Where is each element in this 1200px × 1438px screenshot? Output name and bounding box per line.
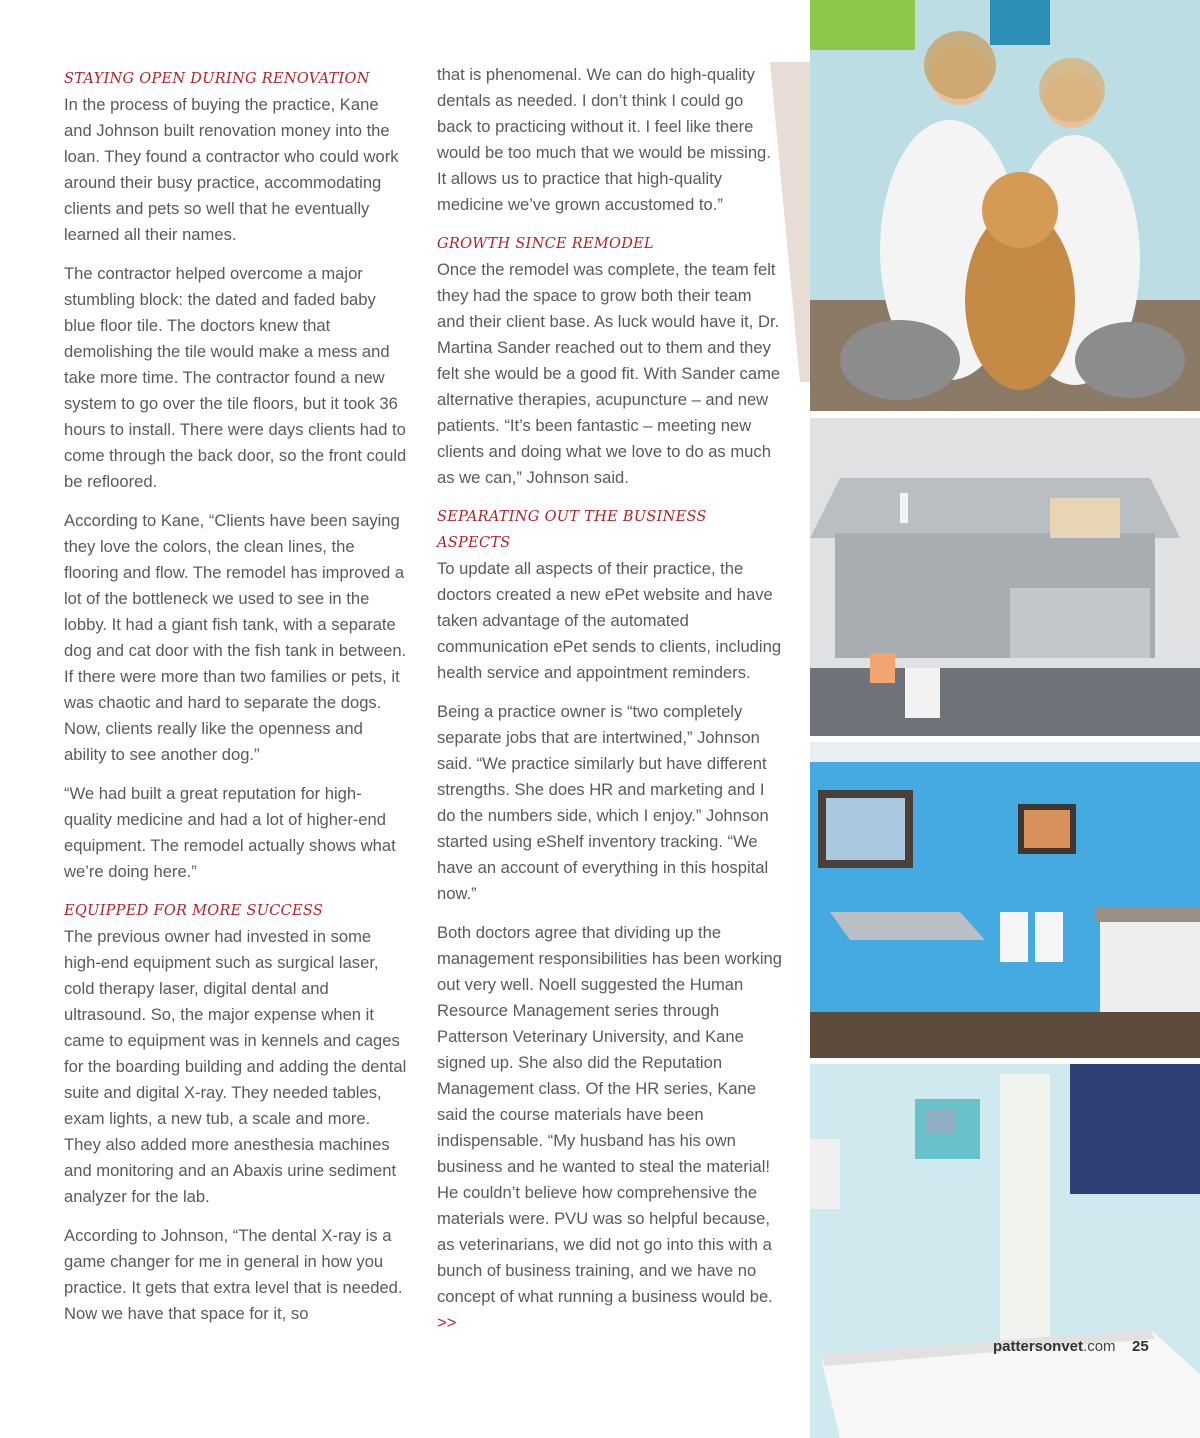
paragraph: The previous owner had invested in some high-end equipment such as surgical laser, cold therapy laser, digital dental and ultrasound. So, the major expense when it came to equipment was in kennels and cages for the boarding building and adding the dental suite and digital X-ray. They needed tables, exam lights, a new tub, a scale and more. They also added more anesthesia machines and monitoring and an Abaxis urine sediment analyzer for the lab. <box>64 927 407 1206</box>
footer-domain: .com <box>1083 1338 1116 1355</box>
article-column-middle <box>437 62 782 1349</box>
photo-doctors-with-dog <box>810 0 1200 411</box>
article-column-left <box>64 62 409 1340</box>
paragraph: In the process of buying the practice, Kane and Johnson built renovation money into the loan. They found a contractor who could work around their busy practice, accommodating clients and pets so well that he eventually learned all their names. <box>64 95 399 244</box>
paragraph: “We had built a great reputation for high-quality medicine and had a lot of higher-end equipment. The remodel actually shows what we’re doing here.” <box>64 784 396 881</box>
section-heading-equipped: EQUIPPED FOR MORE SUCCESS <box>64 903 324 919</box>
section-heading-growth: GROWTH SINCE REMODEL <box>437 236 654 252</box>
paragraph <box>437 920 782 1336</box>
paragraph: According to Kane, “Clients have been saying they love the colors, the clean lines, the flooring and flow. The remodel has improved a lot of the bottleneck we used to see in the lobby. It had a giant fish tank, with a separate dog and cat door with the fish tank in between. If there were more than two families or pets, it was chaotic and hard to separate the dogs. Now, clients really like the openness and ability to see another dog.” <box>64 511 407 764</box>
photo-xray-room <box>810 1064 1200 1438</box>
paragraph: The contractor helped overcome a major stumbling block: the dated and faded baby blue floor tile. The doctors knew that demolishing the tile would make a mess and take more time. The contractor found a new system to go over the tile floors, but it took 36 hours to install. There were days clients had to come through the back door, so the front could be refloored. <box>64 264 407 491</box>
section-heading-business: SEPARATING OUT THE BUSINESS ASPECTS <box>437 509 707 551</box>
photo-stainless-tub <box>810 418 1200 736</box>
page-number: 25 <box>1132 1338 1149 1355</box>
photo-exam-room <box>810 742 1200 1058</box>
paragraph: Once the remodel was complete, the team felt they had the space to grow both their team and their client base. As luck would have it, Dr. Martina Sander reached out to them and they felt she would be a good fit. With Sander came alternative therapies, acupuncture – and new patients. “It’s been fantastic – meeting new clients and doing what we love to do as much as we can,” Johnson said. <box>437 260 781 487</box>
section-heading-renovation: STAYING OPEN DURING RENOVATION <box>64 71 370 87</box>
paragraph-text: Both doctors agree that dividing up the management responsibilities has been working out very well. Noell suggested the Human Resource Management series through Patterson Veterinary University, and Kane signed up. She also did the Reputation Management class. Of the HR series, Kane said the course materials have been indispensable. “My husband has his own business and he wanted to steal the material! He couldn’t believe how comprehensive the materials were. PVU was so helpful because, as veterinarians, we did not go into this with a bunch of business training, and we have no concept of what running a business would be. <box>437 923 782 1306</box>
page-footer <box>993 1338 1149 1355</box>
footer-brand: pattersonvet <box>993 1338 1084 1355</box>
paragraph: Being a practice owner is “two completely separate jobs that are intertwined,” Johnson said. “We practice similarly but have different strengths. She does HR and marketing and I do the numbers side, which I enjoy.” Johnson started using eShelf inventory tracking. “We have an account of everything in this hospital now.” <box>437 702 769 903</box>
continued-arrow-link[interactable]: >> <box>437 1313 457 1332</box>
paragraph: To update all aspects of their practice, the doctors created a new ePet website and have taken advantage of the automated communication ePet sends to clients, including health service and appointment reminders. <box>437 559 782 682</box>
paragraph: that is phenomenal. We can do high-quality dentals as needed. I don’t think I could go back to practicing without it. I feel like there would be too much that we would be missing. It allows us to practice that high-quality medicine we’ve grown accustomed to.” <box>437 65 771 214</box>
paragraph: According to Johnson, “The dental X-ray is a game changer for me in general in how you practice. It gets that extra level that is needed. Now we have that space for it, so <box>64 1226 403 1323</box>
